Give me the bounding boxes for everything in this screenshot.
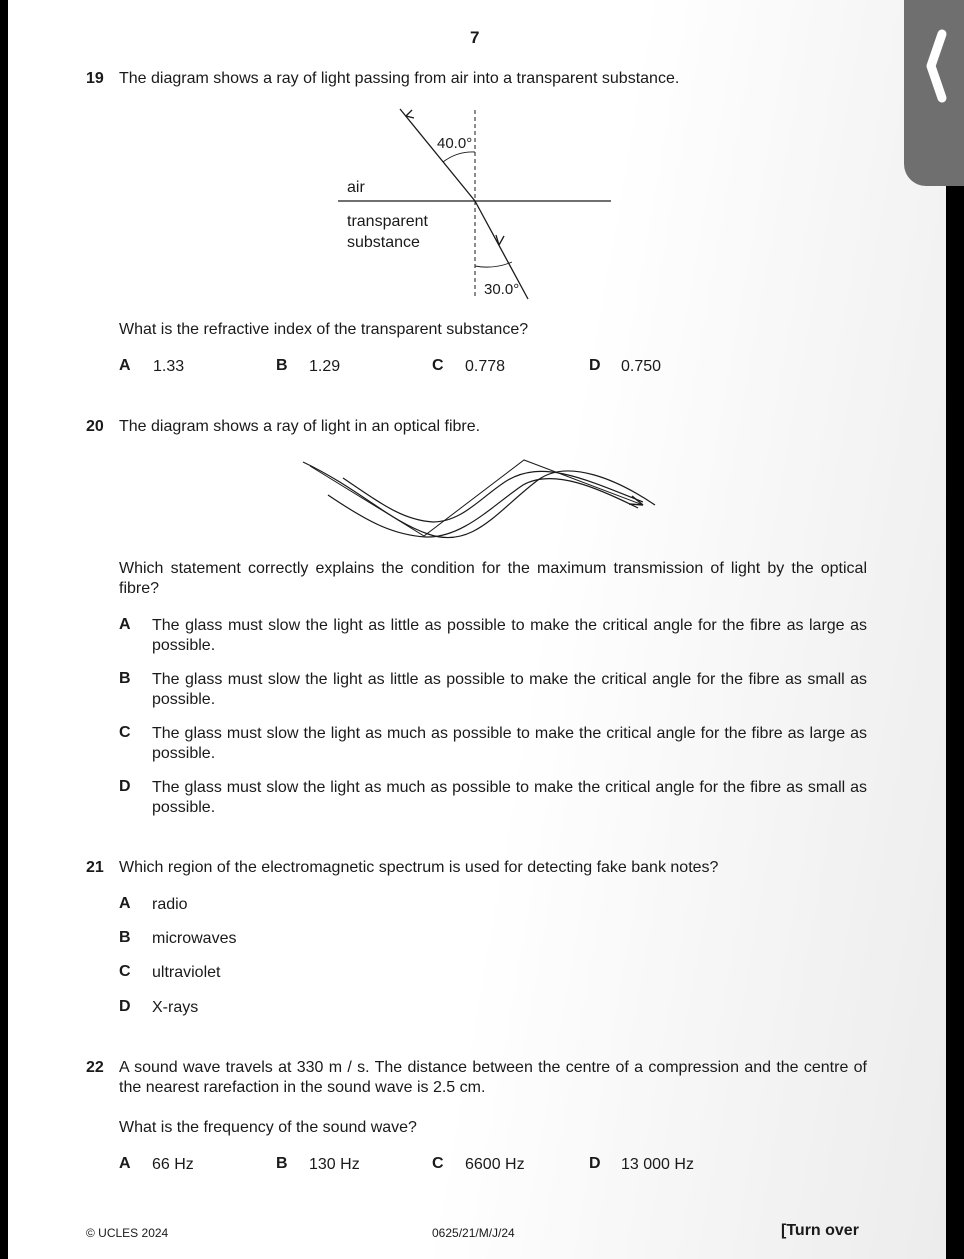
q19-option-b-letter: B [276,357,288,374]
q20-option-b: The glass must slow the light as little as possible to make the critical angle for the fibre as small as possible. [152,671,867,708]
q20-option-c-letter: C [119,724,131,741]
q21-option-b: microwaves [152,930,237,947]
exam-page [8,0,946,1259]
q19-option-a: 1.33 [153,358,185,375]
q20-question: Which statement correctly explains the condition for the maximum transmission of light by the optical fibre? [119,560,867,597]
q22-option-a-letter: A [119,1155,131,1172]
footer-code: 0625/21/M/J/24 [432,1226,515,1240]
q22-number: 22 [86,1059,104,1076]
q19-option-b: 1.29 [309,358,341,375]
q20-option-c: The glass must slow the light as much as possible to make the critical angle for the fibre as large as possible. [152,725,867,762]
q21-option-a-letter: A [119,895,131,912]
q19-option-c: 0.778 [465,358,506,375]
q19-stem: The diagram shows a ray of light passing from air into a transparent substance. [119,70,680,87]
q19-refraction-diagram [328,104,628,304]
q22-question: What is the frequency of the sound wave? [119,1119,417,1136]
q22-option-d-letter: D [589,1155,601,1172]
q21-number: 21 [86,859,104,876]
q21-option-c: ultraviolet [152,964,221,981]
side-panel-tab[interactable] [904,0,964,186]
q22-option-b: 130 Hz [309,1156,360,1173]
q22-option-c-letter: C [432,1155,444,1172]
q21-option-d: X-rays [152,999,199,1016]
light-ray [310,460,643,536]
angle-arc-bottom [475,262,512,267]
q20-option-b-letter: B [119,670,131,687]
air-label: air [347,179,365,196]
q19-number: 19 [86,70,104,87]
q21-option-d-letter: D [119,998,131,1015]
q19-option-d-letter: D [589,357,601,374]
q20-option-a-letter: A [119,616,131,633]
q21-option-a: radio [152,896,188,913]
chevron-left-icon[interactable] [904,0,964,186]
q22-option-d: 13 000 Hz [621,1156,694,1173]
q19-question: What is the refractive index of the transparent substance? [119,321,529,338]
fibre-inner-wall [328,479,638,537]
q22-option-a: 66 Hz [152,1156,194,1173]
footer-turn-over: [Turn over [781,1222,859,1239]
q22-stem: A sound wave travels at 330 m / s. The distance between the centre of a compression and the centre of the nearest rarefaction in the sound wave is 2.5 cm. [119,1059,867,1096]
q20-stem: The diagram shows a ray of light in an optical fibre. [119,418,481,435]
incident-arrow [406,110,414,118]
angle-bottom-label: 30.0° [484,281,520,298]
q20-option-a: The glass must slow the light as little as possible to make the critical angle for the fibre as large as possible. [152,617,867,654]
q22-option-b-letter: B [276,1155,288,1172]
q21-option-c-letter: C [119,963,131,980]
substance-label-1: transparent [347,213,428,230]
q22-option-c: 6600 Hz [465,1156,525,1173]
fibre-outer-wall [303,462,655,538]
q21-option-b-letter: B [119,929,131,946]
substance-label-2: substance [347,234,420,251]
q20-optical-fibre-diagram [298,450,668,550]
q19-option-d: 0.750 [621,358,662,375]
q19-option-c-letter: C [432,357,444,374]
angle-arc-top [443,152,475,162]
angle-top-label: 40.0° [437,135,473,152]
refracted-arrow [496,235,504,245]
q20-option-d-letter: D [119,778,131,795]
incident-ray [400,109,475,201]
q20-number: 20 [86,418,104,435]
page-number: 7 [470,28,480,47]
q19-option-a-letter: A [119,357,131,374]
footer-copyright: © UCLES 2024 [86,1226,169,1240]
q21-stem: Which region of the electromagnetic spectrum is used for detecting fake bank notes? [119,859,719,876]
q20-option-d: The glass must slow the light as much as possible to make the critical angle for the fibre as small as possible. [152,779,867,816]
